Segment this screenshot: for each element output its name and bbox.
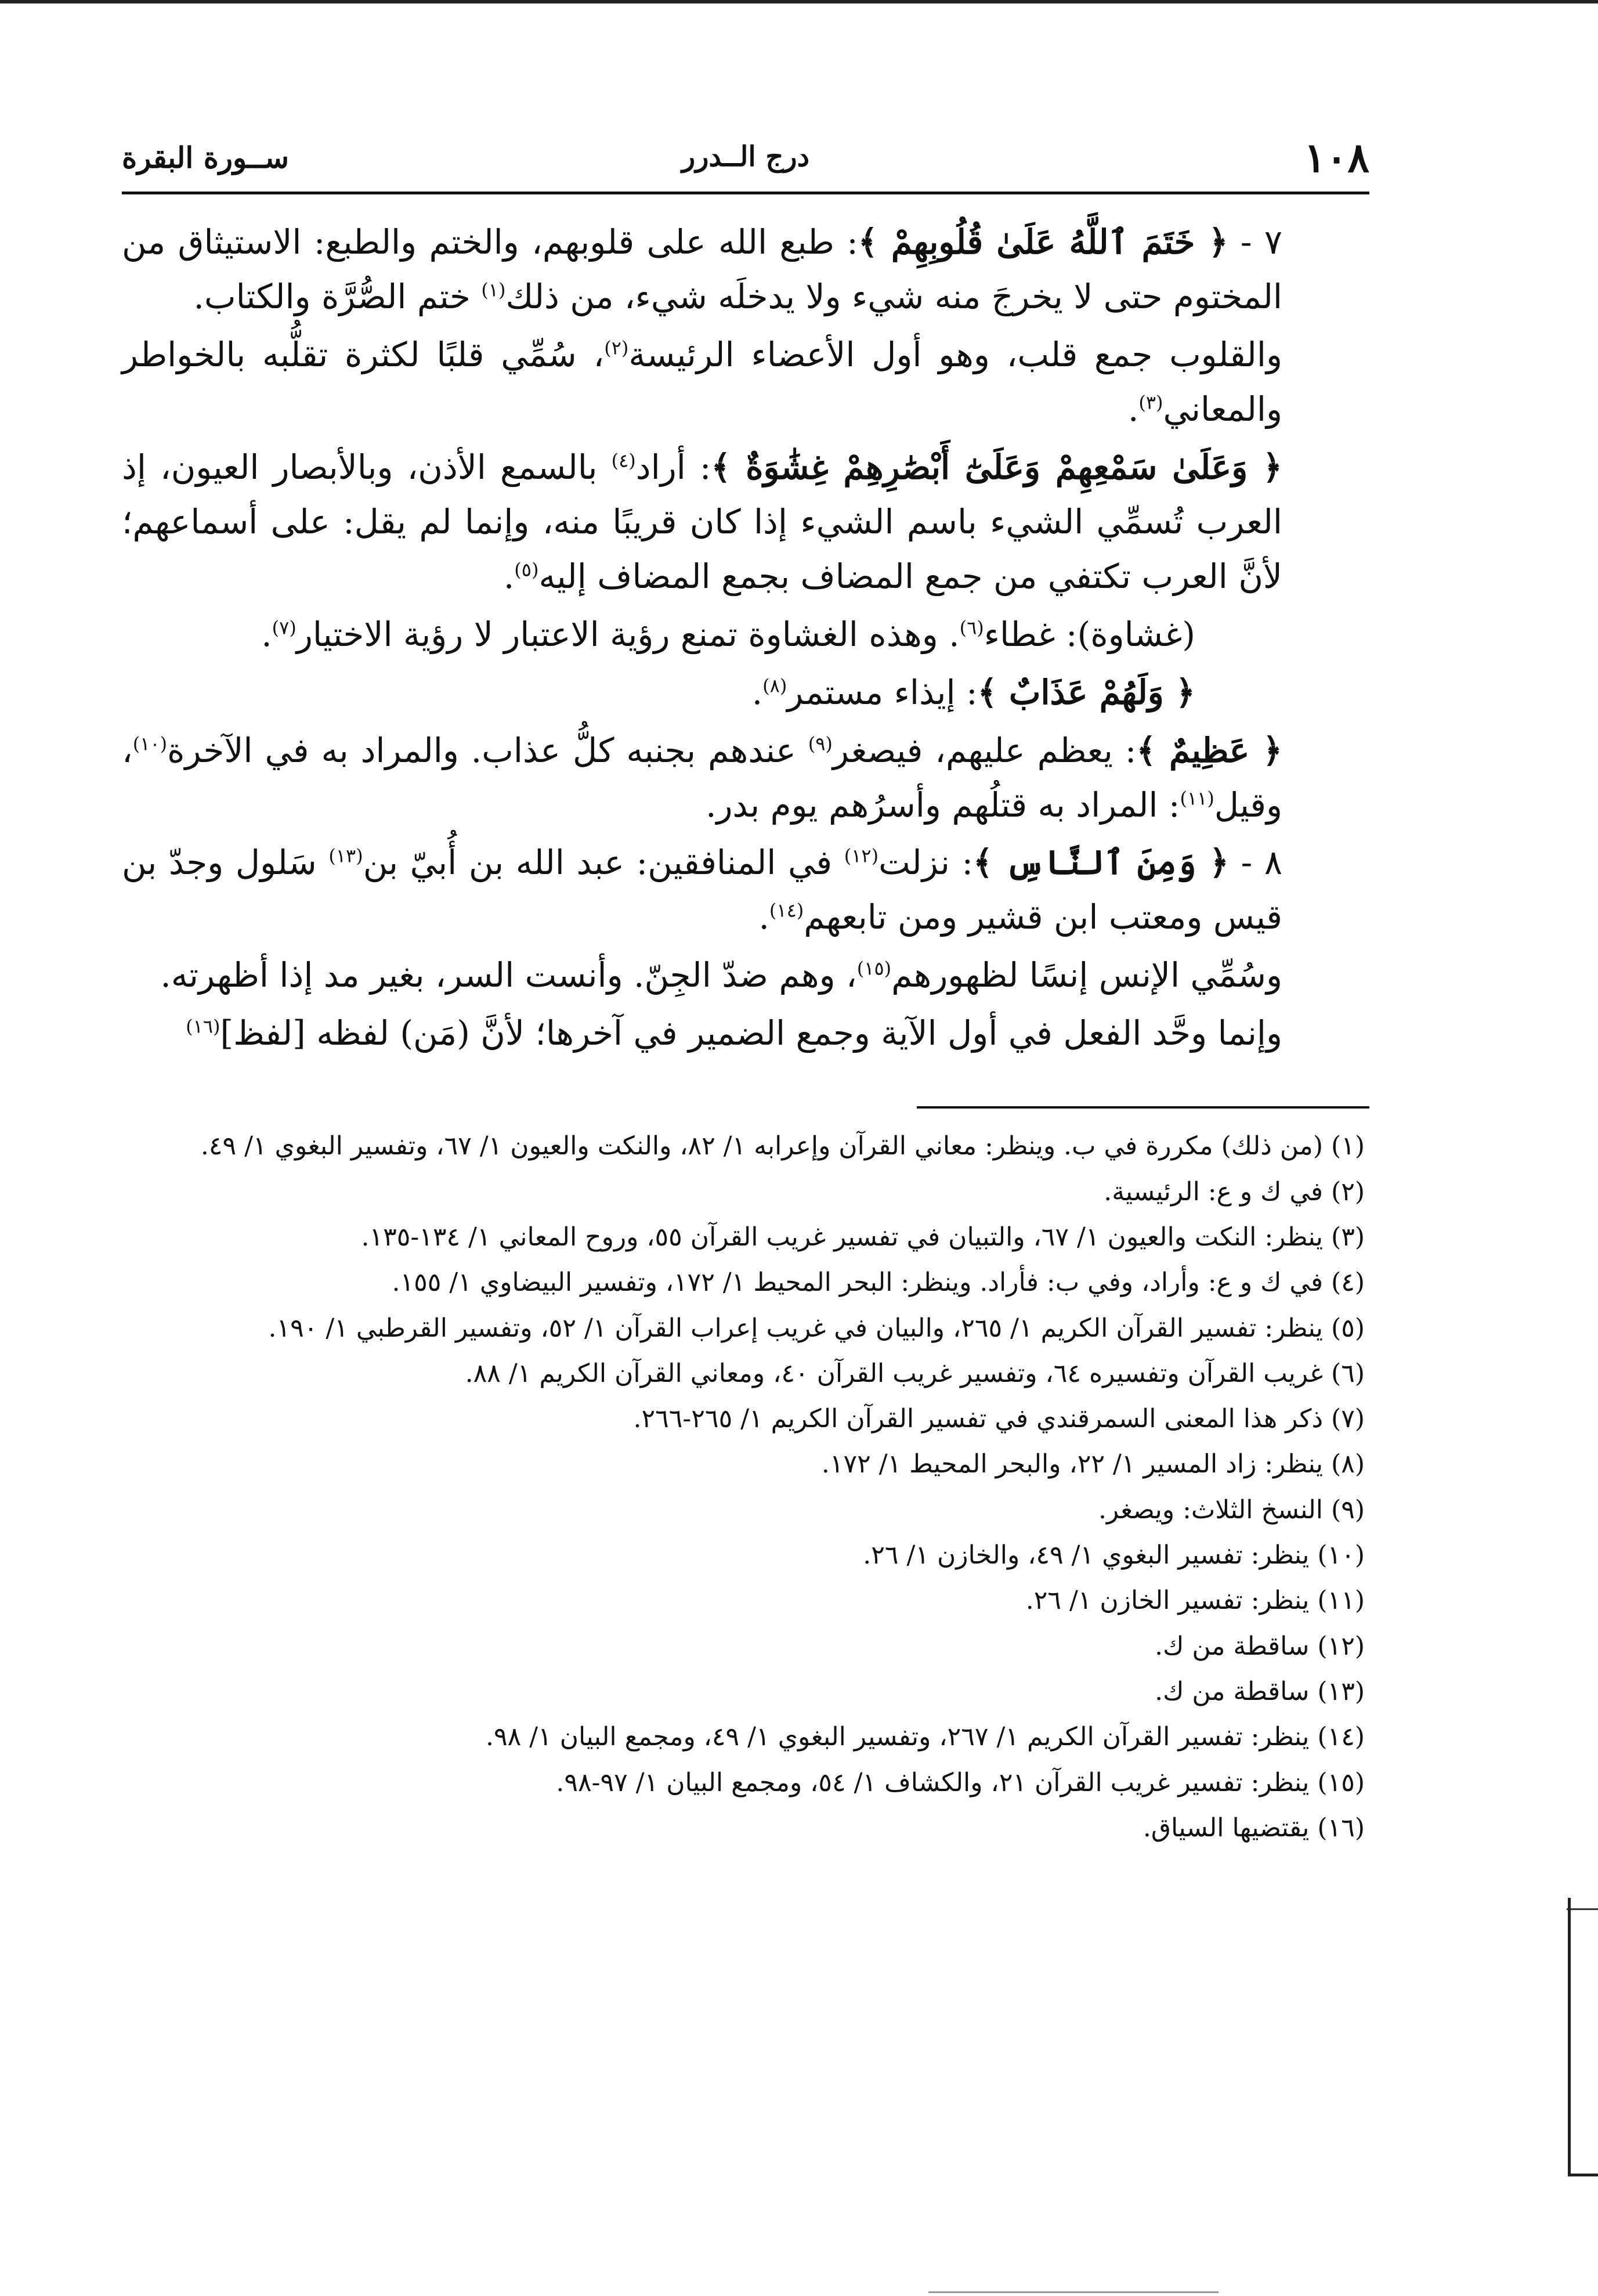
document-page xyxy=(122,133,1369,1851)
book-title: درج الــدرر xyxy=(682,140,809,173)
paragraph-1: ٧ - ﴿ خَتَمَ ٱللَّهُ عَلَىٰ قُلُوبِهِمْ ﴾: طبع الله على قلوبهم، والختم والطبع: الاستيثاق من المختوم حتى لا يخرجَ منه شيء ولا يدخلَه شيء، من ذلك$^{(١)}$ ختم الصُّرَّة والكتاب. xyxy=(122,222,1282,316)
footnote-ref[interactable]: (١١) xyxy=(1180,787,1214,810)
footnote-item: (٧) ذكر هذا المعنى السمرقندي في تفسير القرآن الكريم ١/ ٢٦٥-٢٦٦. xyxy=(633,1404,1365,1434)
top-edge-rule xyxy=(0,0,1598,3)
page-number: ١٠٨ xyxy=(1304,133,1369,182)
footnote-item: (١٣) ساقطة من ك. xyxy=(1155,1677,1365,1707)
footnote-ref[interactable]: (١٠) xyxy=(132,732,168,755)
paragraph-6: ﴿ عَظِيمٌ ﴾: يعظم عليهم، فيصغر$^{(٩)}$ عندهم بجنبه كلُّ عذاب. والمراد به في الآخرة$^{(١٠)}$، وقيل$^{(١١)}$: المراد به قتلُهم وأسرُهم يوم بدر. xyxy=(122,730,1283,825)
footnote-item: (١٦) يقتضيها السياق. xyxy=(1143,1813,1365,1843)
footnote-ref[interactable]: (١٣) xyxy=(328,845,363,868)
footnote-item: (٢) في ك و ع: الرئيسية. xyxy=(1104,1176,1365,1207)
paragraph-7: ٨ - ﴿ وَمِنَ ٱلنَّاسِ ﴾: نزلت$^{(١٢)}$ في المنافقين: عبد الله بن أُبيّ بن$^{(١٣)}$ سَلول وجدّ بن قيس ومعتب ابن قشير ومن تابعهم$^{(١٤)}$. xyxy=(122,843,1282,937)
footnote-separator xyxy=(917,1106,1369,1109)
scan-bottom-mark xyxy=(928,2291,1219,2293)
footnote-item: (١٤) ينظر: تفسير القرآن الكريم ١/ ٢٦٧، وتفسير البغوي ١/ ٤٩، ومجمع البيان ١/ ٩٨. xyxy=(486,1722,1365,1752)
footnote-ref[interactable]: (١) xyxy=(481,279,506,301)
main-text xyxy=(122,215,1369,1061)
footnote-ref[interactable]: (٩) xyxy=(808,732,833,755)
footnote-item: (١١) ينظر: تفسير الخازن ١/ ٢٦. xyxy=(1025,1586,1365,1616)
footnote-ref[interactable]: (٢) xyxy=(604,337,629,359)
footnote-ref[interactable]: (٤) xyxy=(611,449,636,472)
footnote-ref[interactable]: (٨) xyxy=(762,674,787,697)
footnote-ref[interactable]: (٦) xyxy=(959,616,984,639)
running-header xyxy=(122,133,1369,189)
footnote-ref[interactable]: (١٥) xyxy=(856,958,892,980)
quran-verse: ﴿ وَعَلَىٰ سَمْعِهِمْ وَعَلَىٰٓ أَبْصَٰرِهِمْ غِشَٰوَةٌ ﴾ xyxy=(711,447,1282,487)
footnote-ref[interactable]: (٥) xyxy=(514,558,539,581)
surah-title: ســورة البقرة xyxy=(122,140,290,175)
paragraph-2: والقلوب جمع قلب، وهو أول الأعضاء الرئيسة$^{(٢)}$، سُمِّي قلبًا لكثرة تقلُّبه بالخواطر والمعاني$^{(٣)}$. xyxy=(122,334,1282,429)
footnote-ref[interactable]: (٧) xyxy=(272,616,297,639)
footnote-ref[interactable]: (١٢) xyxy=(844,845,879,868)
footnotes-list xyxy=(122,1124,1369,1851)
footnote-item: (٨) ينظر: زاد المسير ١/ ٢٢، والبحر المحيط ١/ ١٧٢. xyxy=(821,1449,1365,1479)
header-rule xyxy=(122,192,1369,194)
paragraph-4: (غشاوة): غطاء$^{(٦)}$. وهذه الغشاوة تمنع رؤية الاعتبار لا رؤية الاختيار$^{(٧)}$. xyxy=(261,614,1195,654)
quran-verse: ﴿ خَتَمَ ٱللَّهُ عَلَىٰ قُلُوبِهِمْ ﴾ xyxy=(858,222,1228,262)
footnote-ref[interactable]: (١٤) xyxy=(769,900,804,922)
footnote-item: (٤) في ك و ع: وأراد، وفي ب: فأراد. وينظر: البحر المحيط ١/ ١٧٢، وتفسير البيضاوي ١/ ١٥٥. xyxy=(392,1268,1365,1298)
footnote-item: (١٢) ساقطة من ك. xyxy=(1155,1631,1365,1661)
footnote-item: (٦) غريب القرآن وتفسيره ٦٤، وتفسير غريب القرآن ٤٠، ومعاني القرآن الكريم ١/ ٨٨. xyxy=(465,1358,1365,1388)
footnote-item: (٣) ينظر: النكت والعيون ١/ ٦٧، والتبيان في تفسير غريب القرآن ٥٥، وروح المعاني ١/ ١٣٤-١٣٥. xyxy=(361,1222,1365,1252)
footnote-ref[interactable]: (١٦) xyxy=(186,1016,220,1038)
quran-verse: ﴿ وَلَهُمْ عَذَابٌ ﴾ xyxy=(977,672,1195,712)
paragraph-8: وسُمِّي الإنس إنسًا لظهورهم$^{(١٥)}$، وهم ضدّ الجِنّ. وأنست السر، بغير مد إذا أظهرته. xyxy=(160,955,1282,995)
footnote-item: (١٠) ينظر: تفسير البغوي ١/ ٤٩، والخازن ١/ ٢٦. xyxy=(863,1540,1365,1571)
paragraph-3: ﴿ وَعَلَىٰ سَمْعِهِمْ وَعَلَىٰٓ أَبْصَٰرِهِمْ غِشَٰوَةٌ ﴾: أراد$^{(٤)}$ بالسمع الأذن، وبالأبصار العيون، إذ العرب تُسمِّي الشيء باسم الشيء إذا كان قريبًا منه، وإنما لم يقل: على أسماعهم؛ لأنَّ العرب تكتفي من جمع المضاف بجمع المضاف إليه$^{(٥)}$. xyxy=(122,447,1282,596)
quran-verse: ﴿ عَظِيمٌ ﴾ xyxy=(1136,730,1283,770)
paragraph-5: ﴿ وَلَهُمْ عَذَابٌ ﴾: إيذاء مستمر$^{(٨)}$. xyxy=(751,672,1195,712)
paragraph-9: وإنما وحَّد الفعل في أول الآية وجمع الضمير في آخرها؛ لأنَّ (مَن) لفظه [لفظ]$^{(١٦)}$ xyxy=(186,1013,1282,1053)
footnote-item: (٩) النسخ الثلاث: ويصغر. xyxy=(1098,1494,1365,1525)
footnote-item: (٥) ينظر: تفسير القرآن الكريم ١/ ٢٦٥، والبيان في غريب إعراب القرآن ١/ ٥٢، وتفسير القرطبي ١/ ١٩٠. xyxy=(268,1313,1365,1343)
quran-verse: ﴿ وَمِنَ ٱلنَّاسِ ﴾ xyxy=(973,843,1229,883)
footnote-item: (١) (من ذلك) مكررة في ب. وينظر: معاني القرآن وإعرابه ١/ ٨٢، والنكت والعيون ١/ ٦٧، وتفسير البغوي ١/ ٤٩. xyxy=(200,1131,1365,1161)
scan-edge-bracket xyxy=(1568,1898,1598,2176)
footnote-item: (١٥) ينظر: تفسير غريب القرآن ٢١، والكشاف ١/ ٥٤، ومجمع البيان ١/ ٩٧-٩٨. xyxy=(556,1767,1365,1797)
footnote-ref[interactable]: (٣) xyxy=(1138,391,1163,414)
